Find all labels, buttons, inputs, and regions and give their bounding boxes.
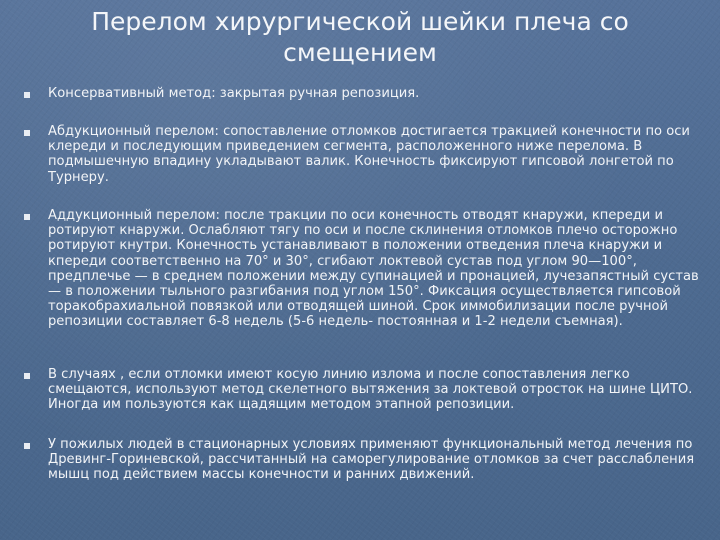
- square-bullet-icon: [24, 130, 30, 136]
- slide-title: Перелом хирургической шейки плеча со смещением: [91, 7, 629, 67]
- square-bullet-icon: [24, 214, 30, 220]
- bullet-text: В случаях , если отломки имеют косую линию излома и после сопоставления легко смещаются, используют метод скелетного вытяжения за локтевой отросток на шине ЦИТО. Иногда им пользуются как щадящим методом этапной репозиции.: [48, 367, 693, 413]
- bullet-text: У пожилых людей в стационарных условиях применяют функциональный метод лечения по Древинг-Гориневской, рассчитанный на саморегулирование отломков за счет расслабления мышц под действием массы конечности и ранних движений.: [48, 437, 695, 483]
- bullet-text: Консервативный метод: закрытая ручная репозиция.: [48, 86, 420, 101]
- bullet-text: Аддукционный перелом: после тракции по оси конечность отводят кнаружи, кпереди и ротируют кнаружи. Ослабляют тягу по оси и после склинения отломков плечо осторожно ротируют кнутри. Конечность устанавливают в положении отведения плеча кнаружи и кпереди соответственно на 70° и 30°, сгибают локтевой сустав под углом 90—100°, предплечье — в среднем положении между супинацией и пронацией, лучезапястный сустав — в положении тыльного разгибания под углом 150°. Фиксация осуществляется гипсовой торакобрахиальной повязкой или отводящей шиной. Срок иммобилизации после ручной репозиции составляет 6-8 недель (5-6 недель- постоянная и 1-2 недели съемная).: [48, 208, 699, 330]
- square-bullet-icon: [24, 92, 30, 98]
- square-bullet-icon: [24, 443, 30, 449]
- square-bullet-icon: [24, 373, 30, 379]
- bullet-text: Абдукционный перелом: сопоставление отломков достигается тракцией конечности по оси клереди и последующим приведением сегмента, расположенного ниже перелома. В подмышечную впадину укладывают валик. Конечность фиксируют гипсовой лонгетой по Турнеру.: [48, 124, 690, 185]
